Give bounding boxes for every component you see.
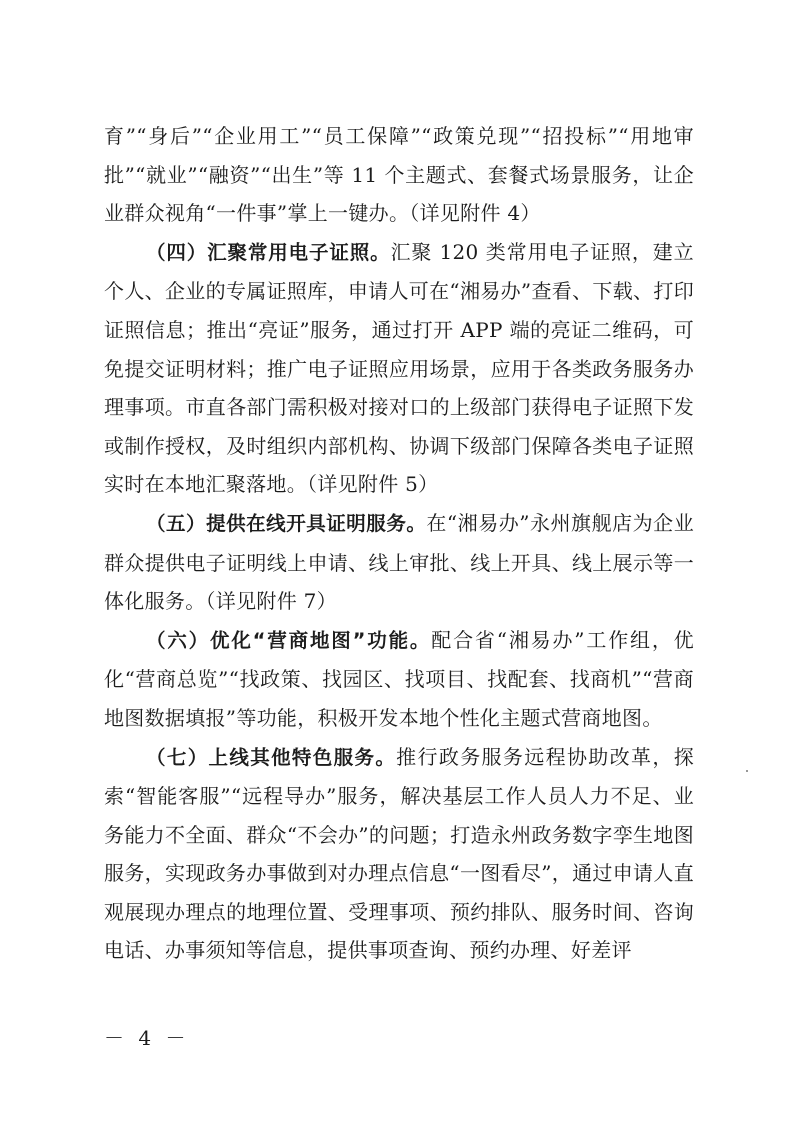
section-heading: （五）提供在线开具证明服务。 [146,511,427,535]
paragraph-section-4 [104,233,694,504]
paragraph-text: 推行政务服务远程协助改革，探索“智能客服”“远程导办”服务，解决基层工作人员人力不足、业务能力不全面、群众“不会办”的问题；打造永州政务数字孪生地图服务，实现政务办事做到对办理点信息“一图看尽”，通过申请人直观展现办理点的地理位置、受理事项、预约排队、服务时间、咨询电话、办事须知等信息，提供事项查询、预约办理、好差评 [104,744,694,963]
section-heading: （七）上线其他特色服务。 [146,745,397,769]
paragraph-section-6 [104,621,694,738]
document-body [104,117,694,970]
section-heading: （六）优化“营商地图”功能。 [146,628,432,652]
paragraph-text: 配合省“湘易办”工作组，优化“营商总览”“找政策、找园区、找项目、找配套、找商机”“营商地图数据填报”等功能，积极开发本地个性化主题式营商地图。 [104,627,694,730]
paragraph-section-7 [104,738,694,971]
paragraph-text: 在“湘易办”永州旗舰店为企业群众提供电子证明线上申请、线上审批、线上开具、线上展示等一体化服务。（详见附件 7） [104,510,694,614]
page-number: － 4 － [104,1026,190,1050]
paragraph-text: 汇聚 120 类常用电子证照，建立个人、企业的专属证照库，申请人可在“湘易办”查看、下载、打印证照信息；推出“亮证”服务，通过打开 APP 端的亮证二维码，可免提交证明材料；推广电子证照应用场景，应用于各类政务服务办理事项。市直各部门需积极对接对口的上级部门获得电子证照下发或制作授权，及时组织内部机构、协调下级部门保障各类电子证照实时在本地汇聚落地。（详见附件 5） [104,239,694,497]
paragraph-continuation [104,117,694,233]
paragraph-text: 育”“身后”“企业用工”“员工保障”“政策兑现”“招投标”“用地审批”“就业”“融资”“出生”等 11 个主题式、套餐式场景服务，让企业群众视角“一件事”掌上一键办。（详见附件 4） [104,124,694,226]
section-heading: （四）汇聚常用电子证照。 [146,240,391,264]
paragraph-section-5 [104,504,694,621]
scan-speck [746,770,748,772]
